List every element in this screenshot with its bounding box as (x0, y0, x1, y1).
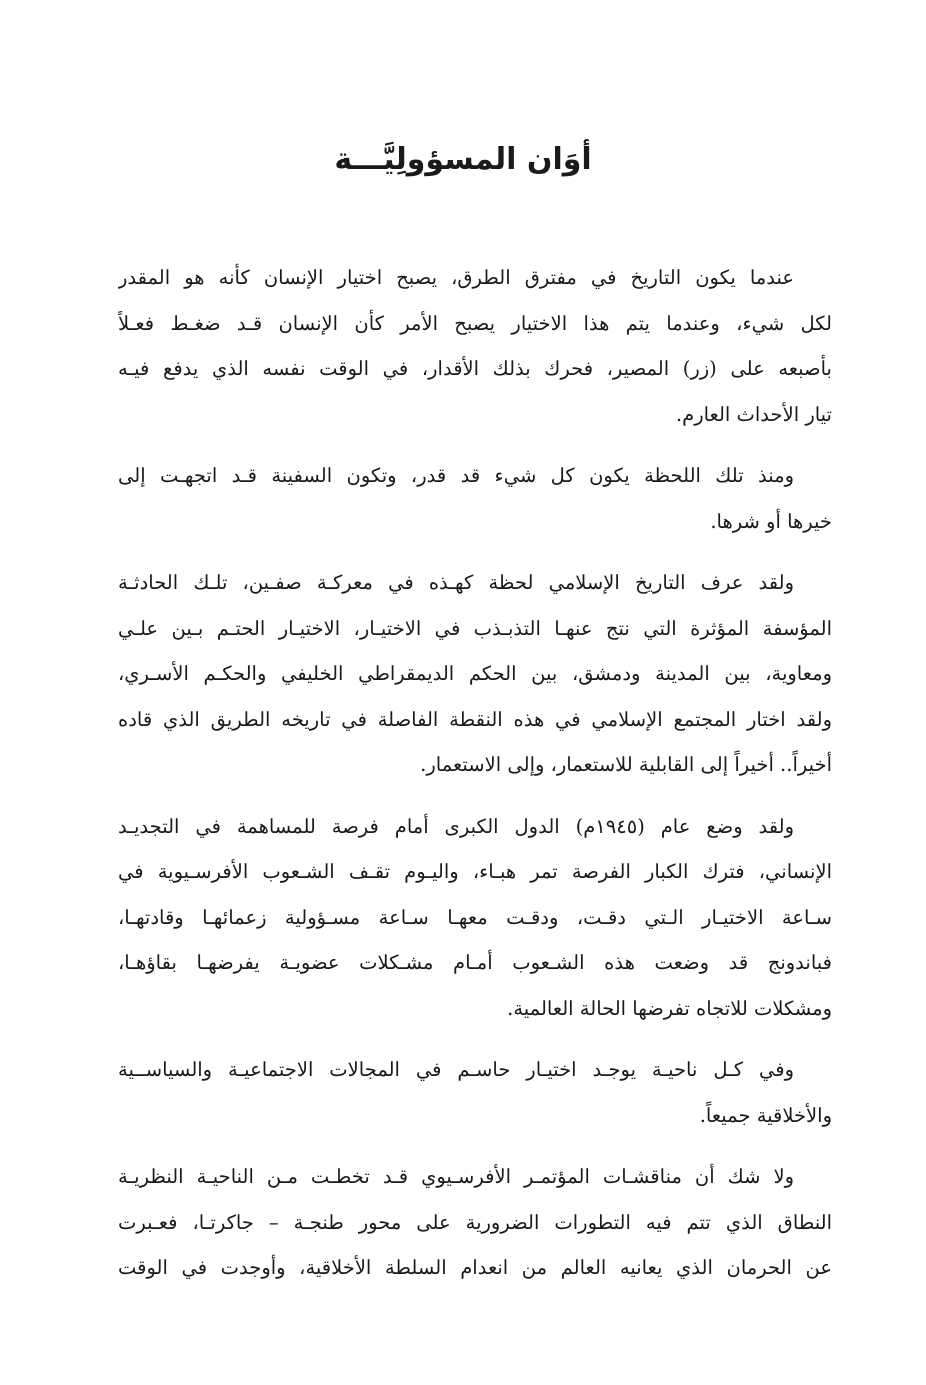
text-line: بأصبعه على (زر) المصير، فحرك بذلك الأقدار، في الوقت نفسه الذي يدفع فيـه (118, 357, 832, 380)
paragraph-4 (118, 804, 832, 1032)
text-line: وفي كـل ناحيـة يوجـد اختيـار حاسـم في المجالات الاجتماعيـة والسياســية (118, 1058, 794, 1081)
paragraph-3 (118, 560, 832, 788)
text-line: تيار الأحداث العارم. (675, 402, 832, 426)
text-line: النطاق الذي تتم فيه التطورات الضرورية على محور طنجـة – جاكرتـا، فعـبرت (118, 1210, 832, 1234)
chapter-body (118, 255, 832, 1307)
text-line: سـاعة الاختيـار الـتي دقـت، ودقـت معهـا سـاعة مسـؤولية زعمائهـا وقادتهـا، (118, 905, 832, 929)
text-line: ولقد عرف التاريخ الإسلامي لحظة كهـذه في معركـة صفـين، تلـك الحادثـة (118, 571, 794, 594)
text-line: ومنذ تلك اللحظة يكون كل شيء قد قدر، وتكون السفينة قـد اتجهـت إلى (118, 464, 794, 487)
text-line: ولقد وضع عام (١٩٤٥م) الدول الكبرى أمام فرصة للمساهمة في التجديـد (118, 814, 794, 838)
text-line: ومشكلات للاتجاه تفرضها الحالة العالمية. (507, 996, 832, 1020)
chapter-title: أوَان المسؤولِيَّـــة (334, 142, 592, 177)
text-line: أخيراً.. أخيراً إلى القابلية للاستعمار، وإلى الاستعمار. (420, 753, 832, 776)
paragraph-1 (118, 255, 832, 437)
text-line: ولا شك أن مناقشـات المؤتمـر الأفرسـيوي قـد تخطـت مـن الناحيـة النظريـة (118, 1165, 794, 1188)
text-line: عندما يكون التاريخ في مفترق الطرق، يصبح اختيار الإنسان كأنه هو المقدر (118, 266, 794, 289)
text-line: المؤسفة المؤثرة التي نتج عنهـا التذبـذب في الاختيـار، الاختيـار الحتـم بـين علـي (118, 616, 832, 640)
text-line: لكل شيء، وعندما يتم هذا الاختيار يصبح الأمر كأن الإنسان قـد ضغـط فعـلاً (118, 311, 832, 335)
text-line: الإنساني، فترك الكبار الفرصة تمر هبـاء، واليـوم تقـف الشـعوب الأفرسـيوية في (118, 860, 832, 883)
text-line: والأخلاقية جميعاً. (699, 1103, 832, 1127)
text-line: عن الحرمان الذي يعانيه العالم من انعدام السلطة الأخلاقية، وأوجدت في الوقت (118, 1256, 832, 1279)
text-line: ولقد اختار المجتمع الإسلامي في هذه النقطة الفاصلة في تاريخه الطريق الذي قاده (118, 707, 832, 731)
text-line: فباندونج قد وضعت هذه الشـعوب أمـام مشـكلات عضويـة يفرضهـا بقاؤهـا، (118, 951, 832, 974)
paragraph-6 (118, 1154, 832, 1291)
paragraph-5 (118, 1047, 832, 1138)
text-line: خيرها أو شرها. (710, 509, 832, 533)
paragraph-2 (118, 453, 832, 544)
text-line: ومعاوية، بين المدينة ودمشق، بين الحكم الديمقراطي الخليفي والحكـم الأسـري، (118, 662, 832, 685)
